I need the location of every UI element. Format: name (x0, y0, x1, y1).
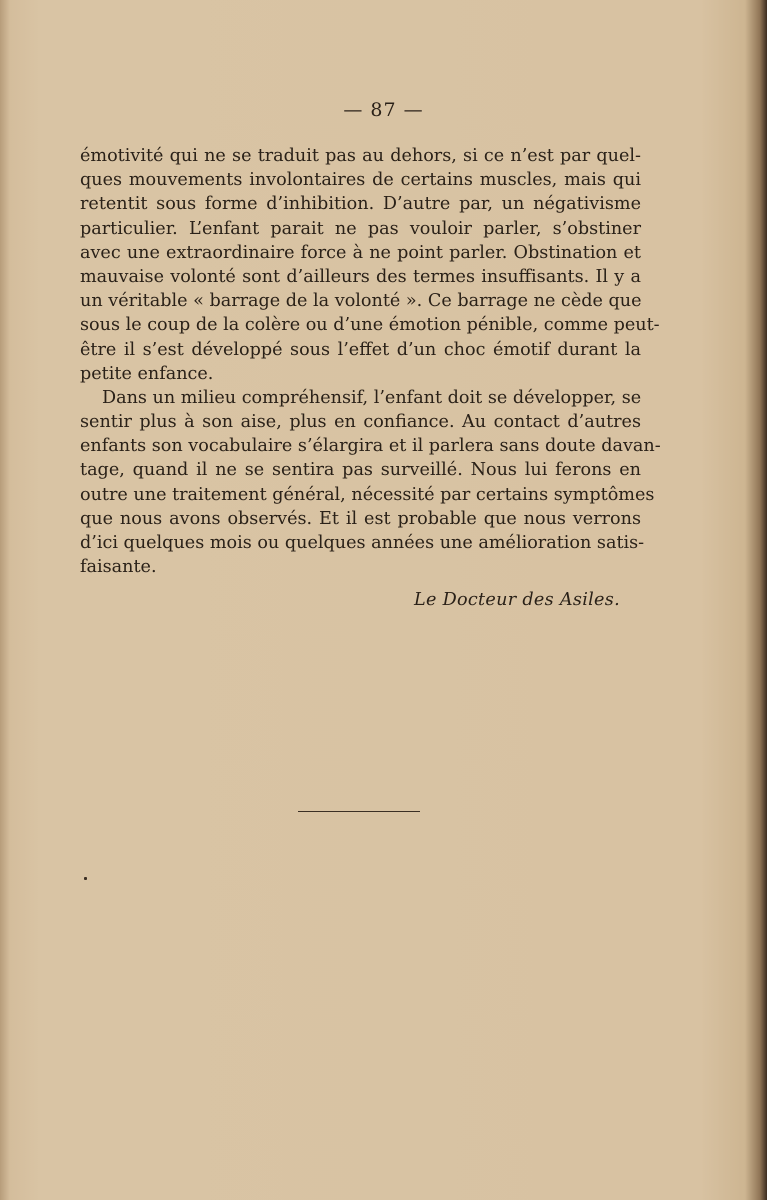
text-line: être il s’est développé sous l’effet d’un choc émotif durant la (80, 339, 641, 360)
text-line: particulier. L’enfant parait ne pas vouloir parler, s’obstiner (80, 218, 641, 239)
text-line: outre une traitement général, nécessité par certains symptômes (80, 484, 655, 505)
text-line: avec une extraordinaire force à ne point parler. Obstination et (80, 242, 641, 263)
text-line: retentit sous forme d’inhibition. D’autre par, un négativisme (80, 194, 641, 215)
text-line: sous le coup de la colère ou d’une émotion pénible, comme peut- (80, 315, 660, 336)
text-line: que nous avons observés. Et il est probable que nous verrons (80, 508, 641, 529)
text-line: un véritable « barrage de la volonté ». Ce barrage ne cède que (80, 291, 642, 312)
text-line: d’ici quelques mois ou quelques années une amélioration satis- (80, 533, 645, 553)
text-line: tage, quand il ne se sentira pas surveillé. Nous lui ferons en (80, 460, 641, 481)
text-line: émotivité qui ne se traduit pas au dehors, si ce n’est par quel- (80, 146, 641, 166)
text-line: Dans un milieu compréhensif, l’enfant doit se développer, se (102, 387, 642, 408)
text-line: petite enfance. (80, 363, 214, 384)
signature: Le Docteur des Asiles. (414, 590, 620, 610)
text-line: sentir plus à son aise, plus en confiance. Au contact d’autres (80, 412, 641, 433)
text-line: enfants son vocabulaire s’élargira et il parlera sans doute davan- (80, 436, 661, 457)
text-line: ques mouvements involontaires de certains muscles, mais qui (80, 170, 641, 191)
page-number: — 87 — (343, 99, 424, 121)
ink-speck (84, 877, 87, 880)
separator-rule (298, 811, 420, 812)
body-text (80, 144, 661, 579)
text-line: mauvaise volonté sont d’ailleurs des termes insuffisants. Il y a (80, 266, 641, 287)
text-line: faisante. (80, 557, 157, 578)
